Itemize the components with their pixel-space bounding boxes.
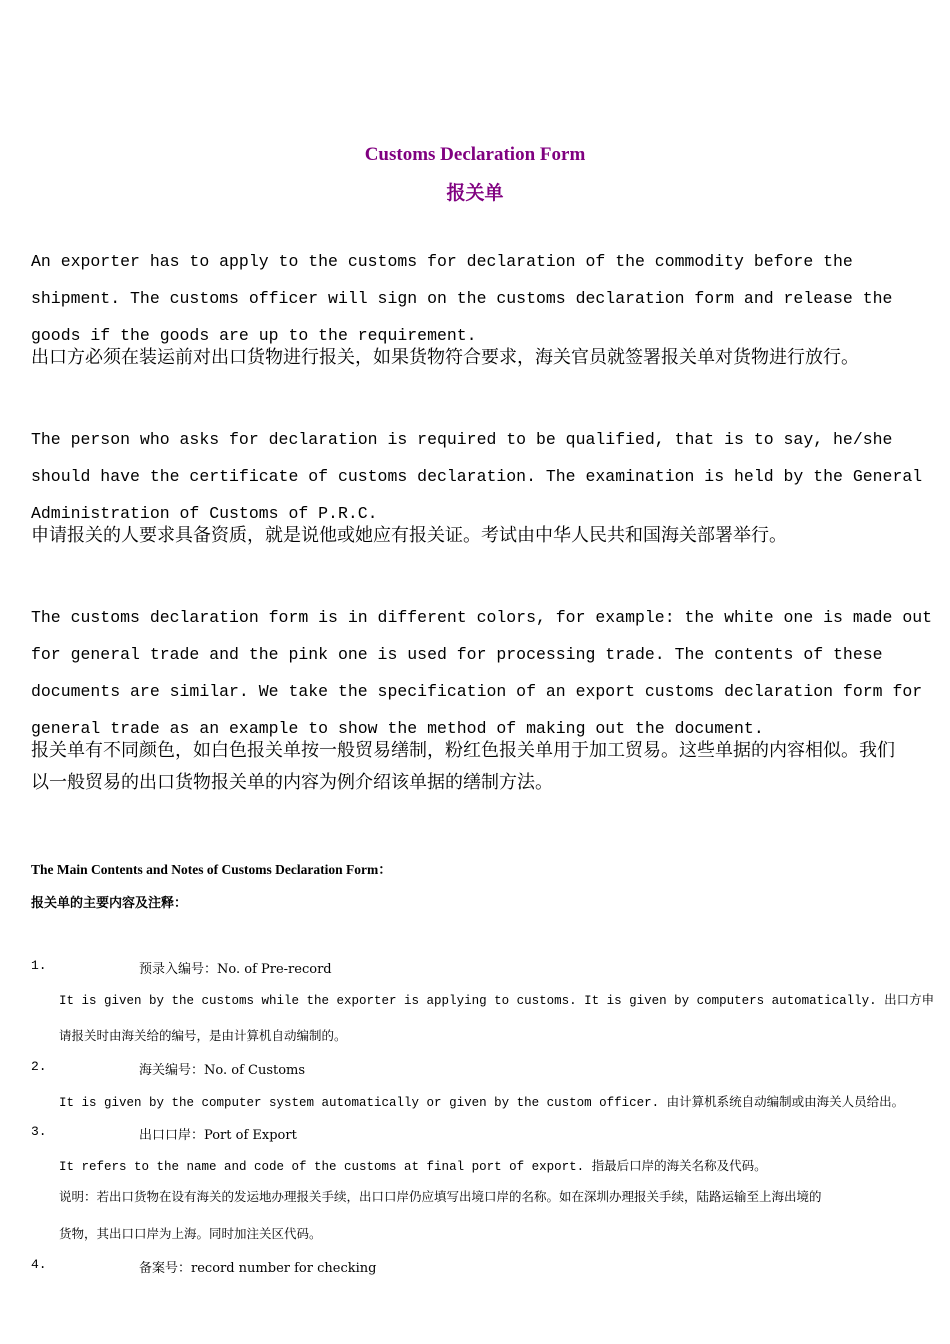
paragraph-line-zh: 出口方必须在装运前对出口货物进行报关，如果货物符合要求，海关官员就签署报关单对货物进行放行。 xyxy=(31,347,859,368)
paragraph-2 xyxy=(31,421,931,552)
document-title-en: Customs Declaration Form xyxy=(364,144,586,165)
paragraph-line: The person who asks for declaration is required to be qualified, that is to say, he/she xyxy=(31,430,893,449)
paragraph-line-zh: 申请报关的人要求具备资质，就是说他或她应有报关证。考试由中华人民共和国海关部署举行。 xyxy=(31,525,787,546)
paragraph-3 xyxy=(31,599,931,799)
paragraph-line: shipment. The customs officer will sign on the customs declaration form and release the xyxy=(31,289,893,308)
item-number: 2. xyxy=(31,1059,47,1074)
paragraph-line: should have the certificate of customs declaration. The examination is held by the General xyxy=(31,467,923,486)
item-title: 出口口岸：Port of Export xyxy=(139,1128,297,1143)
paragraph-line: An exporter has to apply to the customs for declaration of the commodity before the xyxy=(31,252,853,271)
item-number: 3. xyxy=(31,1124,47,1139)
item-note: 说明：若出口货物在设有海关的发运地办理报关手续，出口口岸仍应填写出境口岸的名称。如在深圳办理报关手续，陆路运输至上海出境的 xyxy=(59,1189,822,1204)
paragraph-line: for general trade and the pink one is used for processing trade. The contents of these xyxy=(31,645,883,664)
paragraph-line: documents are similar. We take the specification of an export customs declaration form for xyxy=(31,682,923,701)
paragraph-line: general trade as an example to show the method of making out the document. xyxy=(31,719,764,738)
section-heading-zh: 报关单的主要内容及注释： xyxy=(31,896,188,911)
item-note: 请报关时由海关给的编号，是由计算机自动编制的。 xyxy=(59,1028,347,1043)
item-note: It is given by the customs while the exporter is applying to customs. It is given by computers automatically. 出口方申 xyxy=(59,994,935,1008)
item-number: 1. xyxy=(31,958,47,973)
item-number: 4. xyxy=(31,1257,47,1272)
paragraph-line-zh: 报关单有不同颜色，如白色报关单按一般贸易缮制，粉红色报关单用于加工贸易。这些单据的内容相似。我们 xyxy=(31,740,895,761)
paragraph-line: The customs declaration form is in different colors, for example: the white one is made out xyxy=(31,608,933,627)
item-note: It is given by the computer system automatically or given by the custom officer. 由计算机系统自动编制或由海关人员给出。 xyxy=(59,1096,905,1110)
paragraph-line: goods if the goods are up to the requirement. xyxy=(31,326,477,345)
item-title: 备案号：record number for checking xyxy=(139,1261,377,1276)
item-note: It refers to the name and code of the customs at final port of export. 指最后口岸的海关名称及代码。 xyxy=(59,1160,767,1174)
document-title-zh: 报关单 xyxy=(446,182,504,204)
item-title: 海关编号：No. of Customs xyxy=(139,1063,306,1078)
paragraph-line-zh: 以一般贸易的出口货物报关单的内容为例介绍该单据的缮制方法。 xyxy=(31,772,553,793)
item-note: 货物，其出口口岸为上海。同时加注关区代码。 xyxy=(59,1226,322,1241)
paragraph-line: Administration of Customs of P.R.C. xyxy=(31,504,378,523)
item-title: 预录入编号：No. of Pre-record xyxy=(139,962,332,977)
paragraph-1 xyxy=(31,243,931,374)
section-heading-en: The Main Contents and Notes of Customs Declaration Form： xyxy=(31,862,392,877)
